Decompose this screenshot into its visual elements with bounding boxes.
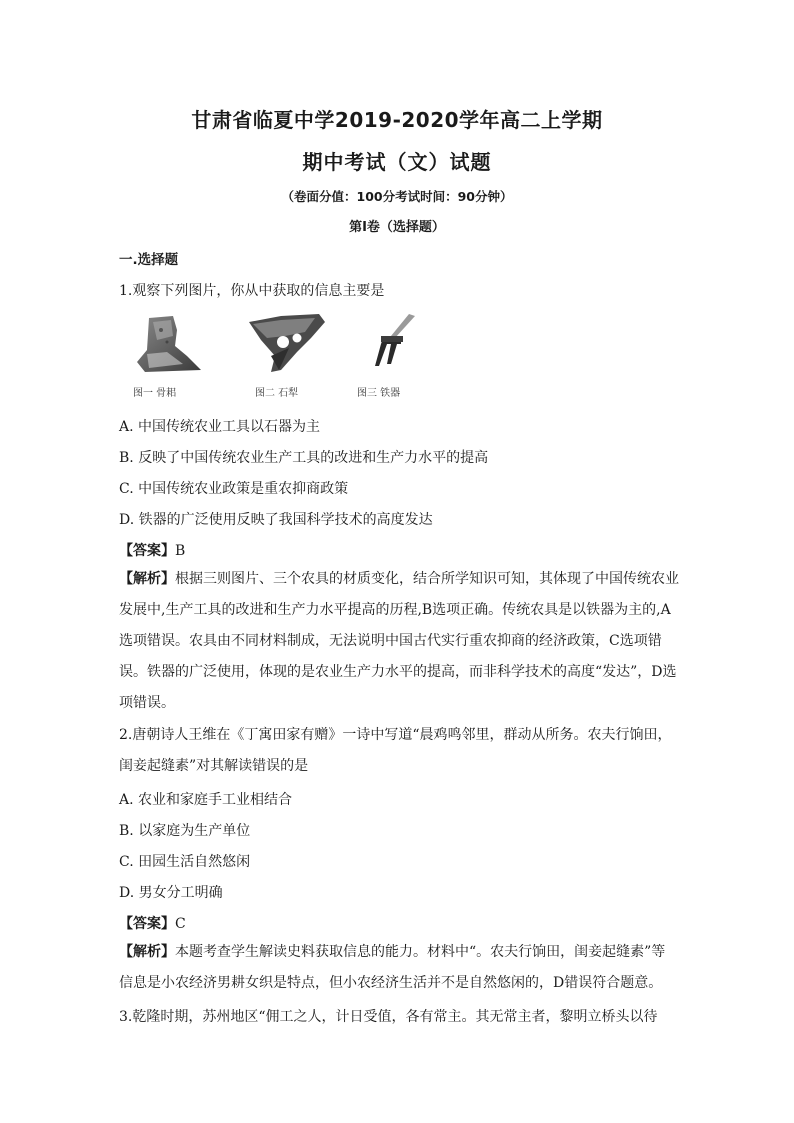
title-line-1: 甘肃省临夏中学2019-2020学年高二上学期 bbox=[191, 108, 603, 132]
q1-option-c: C. 中国传统农业政策是重农抑商政策 bbox=[119, 481, 349, 497]
q2-option-c: C. 田园生活自然悠闲 bbox=[119, 854, 251, 870]
stone-plough-image bbox=[241, 312, 331, 380]
fig1-caption: 图一 骨耜 bbox=[133, 388, 177, 399]
q1-analysis bbox=[119, 564, 679, 719]
title-line-2: 期中考试（文）试题 bbox=[302, 150, 492, 174]
answer-value: C bbox=[175, 916, 186, 932]
q2-answer bbox=[119, 913, 186, 933]
exam-info: （卷面分值：100分考试时间：90分钟） bbox=[281, 189, 513, 204]
q1-option-d: D. 铁器的广泛使用反映了我国科学技术的高度发达 bbox=[119, 512, 433, 528]
q3-stem: 3.乾隆时期，苏州地区“佣工之人，计日受值，各有常主。其无常主者，黎明立桥头以待 bbox=[119, 1009, 658, 1025]
answer-value: B bbox=[175, 543, 186, 559]
q1-stem: 1.观察下列图片，你从中获取的信息主要是 bbox=[119, 283, 385, 299]
iron-tool-image bbox=[357, 312, 427, 380]
q1-answer bbox=[119, 540, 185, 560]
fig3-caption: 图三 铁器 bbox=[357, 388, 401, 399]
part-heading: 一.选择题 bbox=[119, 252, 179, 268]
q2-option-b: B. 以家庭为生产单位 bbox=[119, 823, 251, 839]
analysis-text: 本题考查学生解读史料获取信息的能力。材料中“。农夫行饷田，闺妾起缝素”等信息是小农经济男耕女织是特点，但小农经济生活并不是自然悠闲的，D错误符合题意。 bbox=[119, 944, 666, 991]
q2-stem: 2.唐朝诗人王维在《丁寓田家有赠》一诗中写道“晨鸡鸣邻里，群动从所务。农夫行饷田，闺妾起缝素”对其解读错误的是 bbox=[119, 727, 672, 774]
analysis-text: 根据三则图片、三个农具的材质变化，结合所学知识可知，其体现了中国传统农业发展中,生产工具的改进和生产力水平提高的历程,B选项正确。传统农具是以铁器为主的,A选项错误。农具由不同材料制成，无法说明中国古代实行重农抑商的经济政策，C选项错误。铁器的广泛使用，体现的是农业生产力水平的提高，而非科学技术的高度“发达”，D选项错误。 bbox=[119, 571, 679, 711]
fig2-caption: 图二 石犁 bbox=[255, 388, 299, 399]
q1-figures bbox=[119, 312, 449, 402]
bone-spade-image bbox=[127, 312, 207, 380]
q1-option-a: A. 中国传统农业工具以石器为主 bbox=[119, 419, 321, 435]
section-title: 第Ⅰ卷（选择题） bbox=[349, 220, 445, 235]
answer-label: 【答案】 bbox=[119, 543, 175, 559]
analysis-label: 【解析】 bbox=[119, 571, 175, 587]
analysis-label: 【解析】 bbox=[119, 944, 175, 960]
q2-option-a: A. 农业和家庭手工业相结合 bbox=[119, 792, 293, 808]
q2-option-d: D. 男女分工明确 bbox=[119, 885, 223, 901]
answer-label: 【答案】 bbox=[119, 916, 175, 932]
q2-analysis bbox=[119, 937, 679, 999]
q1-option-b: B. 反映了中国传统农业生产工具的改进和生产力水平的提高 bbox=[119, 450, 489, 466]
